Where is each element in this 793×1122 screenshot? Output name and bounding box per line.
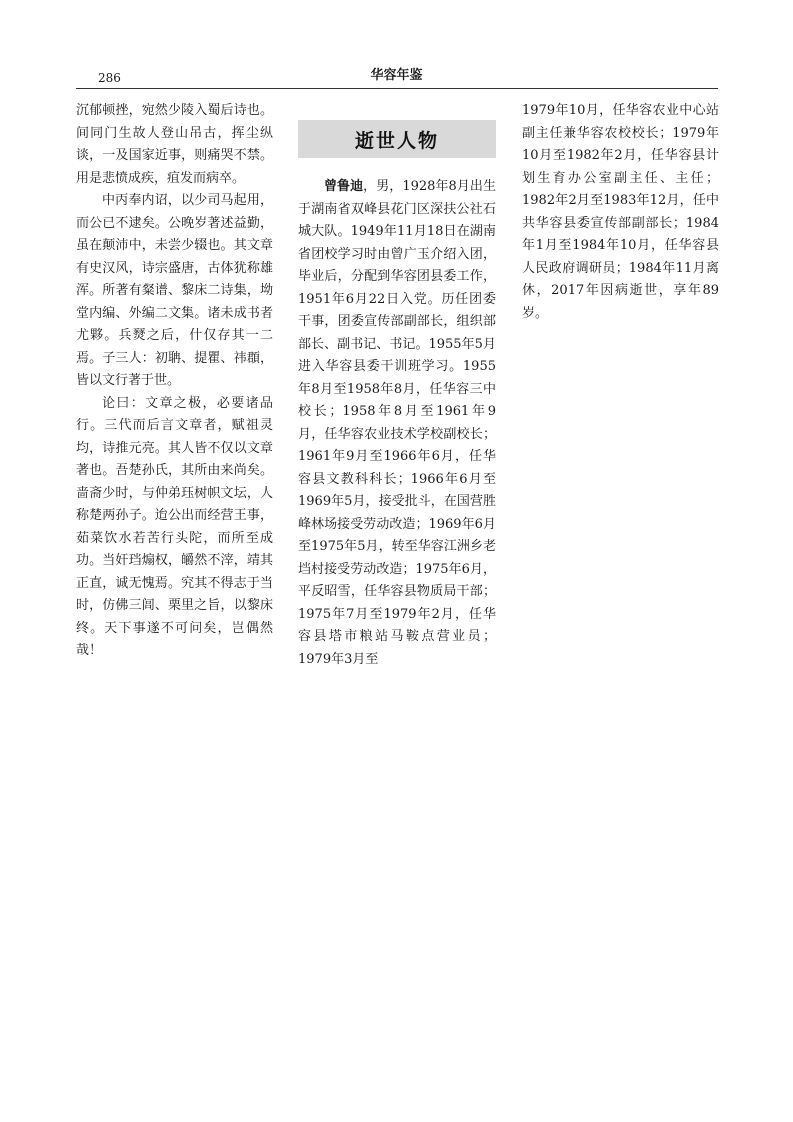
left-column (76, 100, 273, 663)
section-heading-box (298, 120, 496, 158)
page-number: 286 (98, 71, 121, 85)
obituary-text-middle: ，男，1928年8月出生于湖南省双峰县花门区深扶公社石城大队。1949年11月18日在湖南省团校学习时由曾广玉介绍入团，毕业后，分配到华容团县委工作，1951年6月22日入党。历任团委干事，团委宣传部副部长，组织部部长、副书记、书记。1955年5月进入华容县委干训班学习。1955年8月至1958年8月，任华容三中校长；1958年8月至1961年9月，任华容农业技术学校副校长；1961年9月至1966年6月，任华容县文教科科长；1966年6月至1969年5月，接受批斗，在国营胜峰林场接受劳动改造；1969年6月至1975年5月，转至华容江洲乡老垱村接受劳动改造；1975年6月，平反昭雪，任华容县物质局干部；1975年7月至1979年2月，任华容县塔市粮站马鞍点营业员；1979年3月至 (298, 179, 496, 667)
header-rule (76, 88, 718, 89)
person-name: 曾鲁迪 (324, 179, 364, 194)
obituary-text-right: 1979年10月，任华容农业中心站副主任兼华容农校校长；1979年10月至1982年2月，任华容县计划生育办公室副主任、主任；1982年2月至1983年12月，任中共华容县委宣传部副部长；1984年1月至1984年10月，任华容县人民政府调研员；1984年11月离休，2017年因病逝世，享年89岁。 (522, 103, 719, 321)
running-title: 华容年鉴 (370, 68, 423, 83)
left-paragraph-1: 沉郁顿挫，宛然少陵入蜀后诗也。间同门生故人登山吊古，挥尘纵谈，一及国家近事，则痛哭不禁。用是悲愤成疾，疽发而病卒。 (76, 103, 273, 186)
section-title: 逝世人物 (354, 129, 439, 152)
left-paragraph-2: 中丙奉内诏，以少司马起用，而公已不逮矣。公晚岁著述益勤，虽在颠沛中，未尝少辍也。其文章有史汉风，诗宗盛唐，古体犹称雄浑。所著有粲谱、黎床二诗集，坳堂内编、外编二文集。诸未成书者尤夥。兵燹之后，什仅存其一二焉。子三人：初聃、提瞿、祎頵，皆以文行著于世。 (76, 193, 273, 388)
left-paragraph-3: 论曰：文章之极，必要诸品行。三代而后言文章者，赋祖灵均，诗推元亮。其人皆不仅以文章著也。吾楚孙氏，其所由来尚矣。啬斋少时，与仲弟珏树帜文坛，人称楚两孙子。迨公出而经营王事，茹菜饮水若苦行头陀，而所至成功。当奸珰煽权，皭然不滓，靖其正直，诚无愧焉。究其不得志于当时，仿佛三闾、栗里之旨，以黎床终。天下事遂不可问矣，岂偶然哉！ (76, 395, 273, 658)
right-column (522, 100, 719, 325)
middle-column (298, 176, 496, 671)
obituary-paragraph (298, 176, 496, 671)
